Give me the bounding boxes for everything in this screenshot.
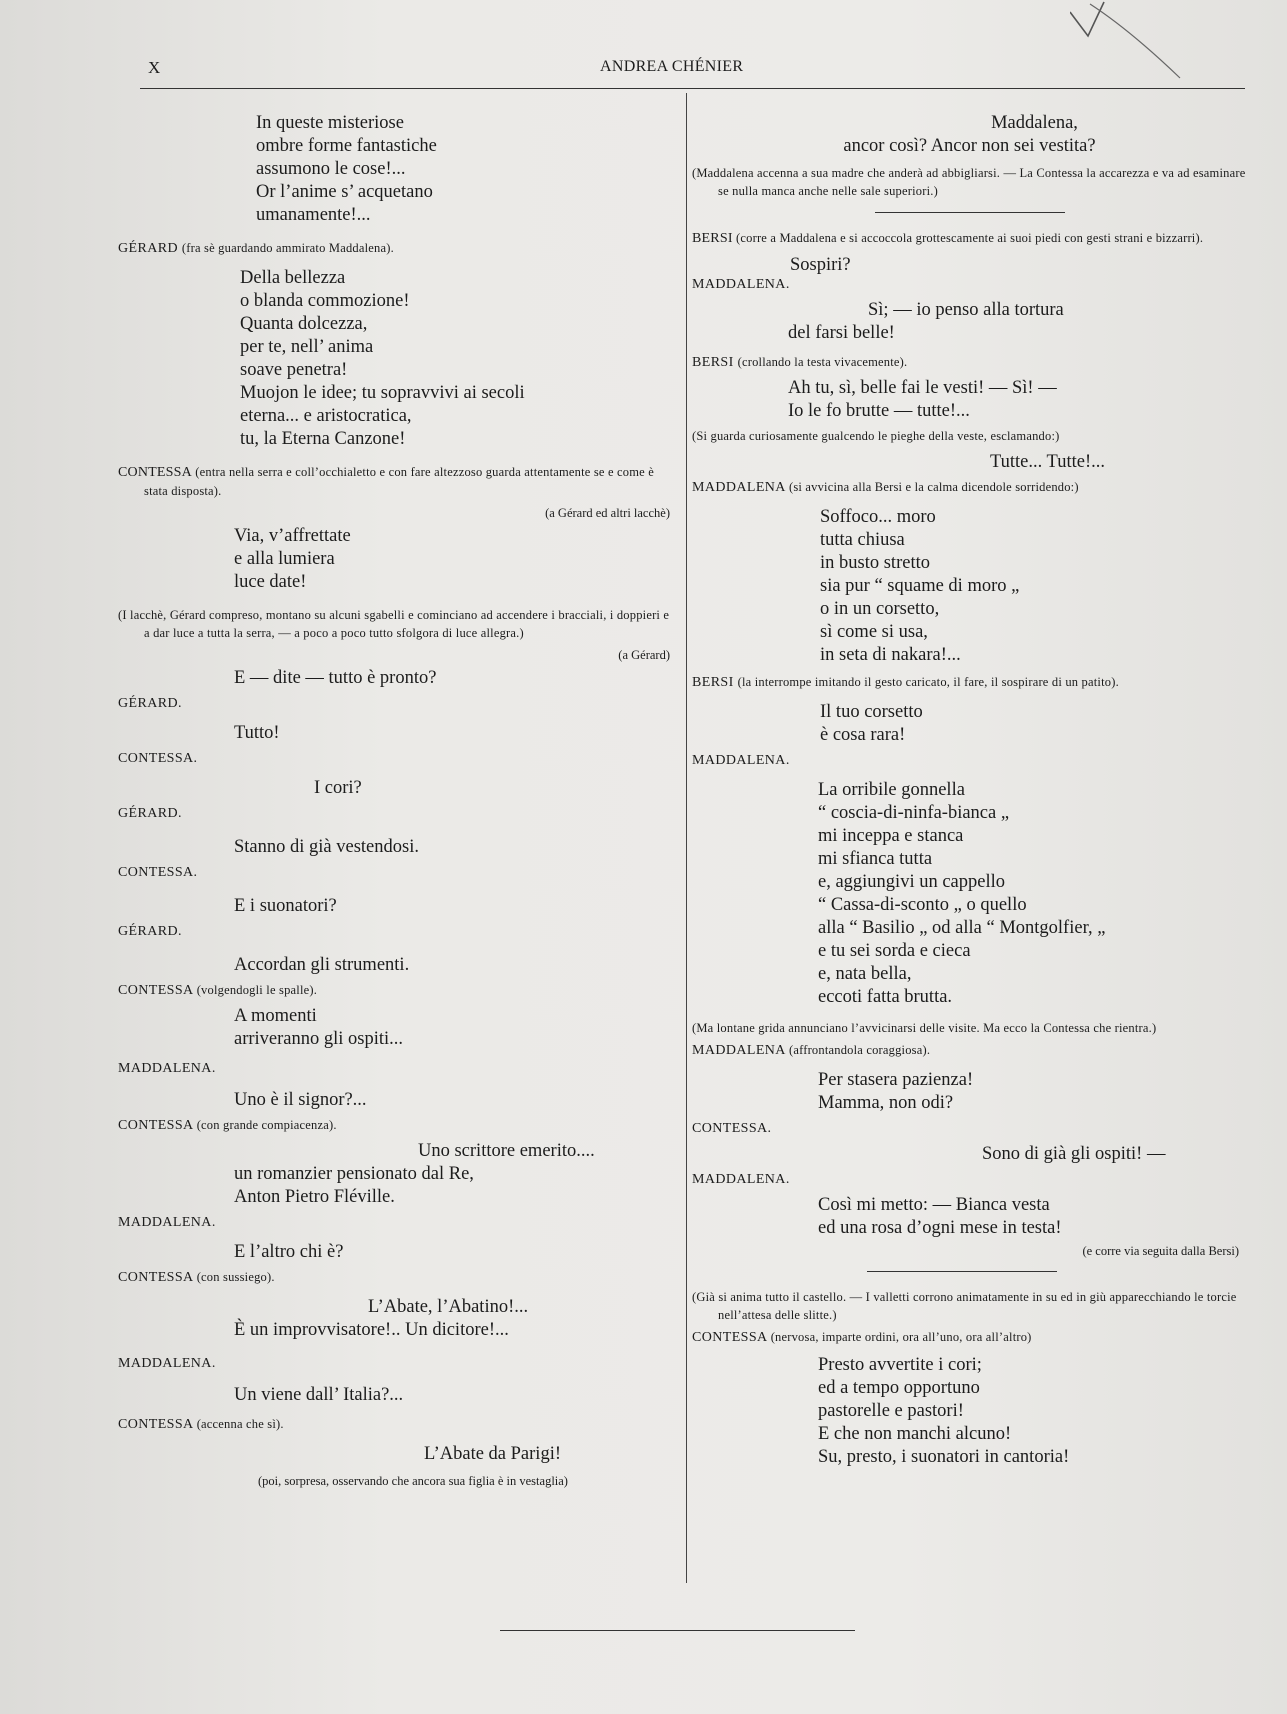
verse-line: sia pur “ squame di moro „ <box>820 576 1020 596</box>
page-number: X <box>148 58 161 77</box>
verse-block <box>692 1069 1247 1115</box>
verse-line: o blanda commozione! <box>240 291 410 311</box>
verse-block <box>692 1354 1247 1469</box>
verse-line: Presto avvertite i cori; <box>818 1355 982 1375</box>
column-divider <box>686 93 687 1583</box>
speaker-line <box>692 355 1247 371</box>
speaker-line <box>692 229 1247 248</box>
section-rule <box>875 212 1065 213</box>
verse-line: eterna... e aristocratica, <box>240 406 412 426</box>
verse-line: tutta chiusa <box>820 530 905 550</box>
speaker-name: CONTESSA <box>118 1270 193 1285</box>
verse-line: e, aggiungivi un cappello <box>818 872 1006 892</box>
stage-direction: (Si guarda curiosamente gualcendo le pieghe della veste, esclamando:) <box>692 429 1060 443</box>
right-column <box>692 112 1247 1469</box>
verse-block <box>692 506 1247 667</box>
stage-direction: (Ma lontane grida annunciano l’avvicinarsi delle visite. Ma ecco la Contessa che rientra.) <box>692 1021 1157 1035</box>
verse-block <box>692 701 1247 747</box>
speaker-name: MADDALENA. <box>692 1172 790 1187</box>
left-column <box>118 112 678 1493</box>
verse-line: Sì; — io penso alla tortura <box>868 300 1064 320</box>
verse-block <box>692 299 1247 345</box>
verse-line: Sono di già gli ospiti! — <box>982 1144 1166 1164</box>
speaker-name: CONTESSA <box>118 1118 193 1133</box>
verse-line: arriveranno gli ospiti... <box>234 1029 404 1049</box>
header-rule <box>140 88 1245 89</box>
speaker-name: CONTESSA <box>118 465 192 480</box>
speaker-line <box>692 1043 1247 1059</box>
speaker-line <box>118 463 678 500</box>
verse-line: Quanta dolcezza, <box>240 314 368 334</box>
verse-line: E che non manchi alcuno! <box>818 1424 1012 1444</box>
speaker-name: GÉRARD. <box>118 696 182 711</box>
speaker-name: MADDALENA. <box>692 277 790 292</box>
verse-line: umanamente!... <box>256 205 371 225</box>
verse-line: Muojon le idee; tu sopravvivi ai secoli <box>240 383 525 403</box>
running-title: ANDREA CHÉNIER <box>600 58 744 75</box>
verse-line: Tutte... Tutte!... <box>990 452 1105 472</box>
speaker-line <box>118 1118 678 1134</box>
verse-block <box>118 895 678 918</box>
speaker-name: MADDALENA <box>692 480 786 495</box>
verse-block <box>692 112 1247 158</box>
stage-direction: (fra sè guardando ammirato Maddalena). <box>181 241 394 255</box>
speaker-name: CONTESSA. <box>692 1121 772 1136</box>
speaker-name: BERSI <box>692 355 734 370</box>
verse-line: e tu sei sorda e cieca <box>818 941 971 961</box>
stage-direction: (e corre via seguita dalla Bersi) <box>1082 1244 1239 1258</box>
verse-block <box>118 836 678 859</box>
speaker-line <box>692 1330 1247 1346</box>
verse-line: in seta di nakara!... <box>820 645 961 665</box>
verse-line: luce date! <box>234 572 307 592</box>
pencil-check-mark <box>1070 0 1190 80</box>
verse-block <box>118 112 678 227</box>
verse-block <box>118 667 678 690</box>
verse-line: “ coscia-di-ninfa-bianca „ <box>818 803 1010 823</box>
speaker-line <box>118 983 678 999</box>
verse-line: Ah tu, sì, belle fai le vesti! — Sì! — <box>788 378 1057 398</box>
verse-line: La orribile gonnella <box>818 780 965 800</box>
verse-line: Per stasera pazienza! <box>818 1070 974 1090</box>
verse-block <box>118 267 678 451</box>
verse-line: ancor così? Ancor non sei vestita? <box>843 136 1096 156</box>
verse-line: mi sfianca tutta <box>818 849 933 869</box>
verse-line: L’Abate, l’Abatino!... <box>368 1297 529 1317</box>
verse-line: è cosa rara! <box>820 725 906 745</box>
verse-line: Anton Pietro Fléville. <box>234 1187 395 1207</box>
stage-direction: (nervosa, imparte ordini, ora all’uno, ora all’altro) <box>770 1330 1032 1344</box>
verse-line: Sospiri? <box>790 255 851 275</box>
speaker-line <box>118 241 678 257</box>
verse-block <box>118 1005 678 1051</box>
stage-direction: (Già si anima tutto il castello. — I valletti corrono animatamente in su ed in giù apparecchiando le torcie nell’attesa delle slitte.) <box>692 1290 1237 1322</box>
speaker-line <box>118 1270 678 1286</box>
speaker-line <box>118 1417 678 1433</box>
verse-line: “ Cassa-di-sconto „ o quello <box>818 895 1027 915</box>
stage-direction: (con sussiego). <box>196 1270 275 1284</box>
stage-direction: (I lacchè, Gérard compreso, montano su alcuni sgabelli e cominciano ad accendere i bracciali, i doppieri e a dar luce a tutta la serra, — a poco a poco tutto sfolgora di luce allegra.) <box>118 608 670 640</box>
speaker-name: CONTESSA <box>118 1417 193 1432</box>
verse-line: Tutto! <box>234 723 280 743</box>
stage-direction: (entra nella serra e coll’occhialetto e con fare altezzoso guarda attentamente se e come è stata disposta). <box>144 465 655 498</box>
verse-line: pastorelle e pastori! <box>818 1401 964 1421</box>
verse-block <box>118 722 678 745</box>
speaker-name: GÉRARD <box>118 241 178 256</box>
verse-line: Così mi metto: — Bianca vesta <box>818 1195 1050 1215</box>
verse-block <box>118 777 678 800</box>
verse-line: ed una rosa d’ogni mese in testa! <box>818 1218 1062 1238</box>
verse-line: Il tuo corsetto <box>820 702 923 722</box>
verse-line: Uno è il signor?... <box>234 1090 367 1110</box>
verse-block <box>118 1140 678 1209</box>
verse-line: Or l’anime s’ acquetano <box>256 182 433 202</box>
verse-line: assumono le cose!... <box>256 159 406 179</box>
section-rule <box>867 1271 1057 1272</box>
verse-line: In queste misteriose <box>256 113 404 133</box>
verse-line: E — dite — tutto è pronto? <box>234 668 437 688</box>
verse-block <box>118 1296 678 1342</box>
speaker-name: MADDALENA. <box>118 1215 216 1230</box>
verse-line: Un viene dall’ Italia?... <box>234 1385 404 1405</box>
verse-line: È un improvvisatore!.. Un dicitore!... <box>234 1320 509 1340</box>
verse-line: eccoti fatta brutta. <box>818 987 953 1007</box>
verse-line: alla “ Basilio „ od alla “ Montgolfier, „ <box>818 918 1106 938</box>
verse-line: e, nata bella, <box>818 964 912 984</box>
verse-line: in busto stretto <box>820 553 930 573</box>
verse-line: soave penetra! <box>240 360 348 380</box>
stage-direction: (volgendogli le spalle). <box>196 983 318 997</box>
footer-rule <box>500 1630 855 1631</box>
verse-block <box>118 1443 678 1466</box>
verse-line: Io le fo brutte — tutte!... <box>788 401 970 421</box>
verse-block <box>118 1241 678 1264</box>
verse-block <box>692 254 1247 277</box>
verse-line: del farsi belle! <box>788 323 895 343</box>
verse-block <box>692 779 1247 1009</box>
verse-line: Mamma, non odi? <box>818 1093 954 1113</box>
verse-line: E i suonatori? <box>234 896 337 916</box>
speaker-name: GÉRARD. <box>118 806 182 821</box>
verse-line: mi inceppa e stanca <box>818 826 964 846</box>
verse-line: o in un corsetto, <box>820 599 940 619</box>
verse-line: Maddalena, <box>991 113 1078 133</box>
speaker-name: CONTESSA <box>118 983 193 998</box>
speaker-line <box>692 675 1247 691</box>
verse-block <box>692 377 1247 423</box>
verse-block <box>118 954 678 977</box>
stage-direction: (crollando la testa vivacemente). <box>737 355 908 369</box>
stage-direction: (la interrompe imitando il gesto caricato, il fare, il sospirare di un patito). <box>737 675 1119 689</box>
stage-direction: (si avvicina alla Bersi e la calma dicendole sorridendo:) <box>788 480 1079 494</box>
verse-line: Stanno di già vestendosi. <box>234 837 419 857</box>
speaker-name: MADDALENA. <box>118 1356 216 1371</box>
verse-block <box>118 525 678 594</box>
stage-direction: (a Gérard ed altri lacchè) <box>545 506 670 520</box>
stage-direction: (a Gérard) <box>618 648 670 662</box>
verse-line: Via, v’affrettate <box>234 526 351 546</box>
verse-line: Uno scrittore emerito.... <box>418 1141 595 1161</box>
verse-line: sì come si usa, <box>820 622 928 642</box>
speaker-name: GÉRARD. <box>118 924 182 939</box>
verse-block <box>692 1143 1247 1166</box>
speaker-line <box>692 480 1247 496</box>
verse-line: I cori? <box>314 778 362 798</box>
speaker-name: CONTESSA. <box>118 751 198 766</box>
stage-direction: (con grande compiacenza). <box>196 1118 337 1132</box>
speaker-name: MADDALENA. <box>118 1061 216 1076</box>
verse-block <box>118 1089 678 1112</box>
verse-line: Soffoco... moro <box>820 507 936 527</box>
verse-line: un romanzier pensionato dal Re, <box>234 1164 474 1184</box>
verse-line: per te, nell’ anima <box>240 337 374 357</box>
verse-line: e alla lumiera <box>234 549 335 569</box>
verse-line: Accordan gli strumenti. <box>234 955 410 975</box>
verse-line: A momenti <box>234 1006 317 1026</box>
speaker-name: BERSI <box>692 675 734 690</box>
verse-line: ombre forme fantastiche <box>256 136 437 156</box>
stage-direction: (corre a Maddalena e si accoccola grottescamente ai suoi piedi con gesti strani e bizzarri). <box>736 231 1204 245</box>
verse-line: Su, presto, i suonatori in cantoria! <box>818 1447 1070 1467</box>
verse-line: Della bellezza <box>240 268 346 288</box>
verse-line: ed a tempo opportuno <box>818 1378 980 1398</box>
stage-direction: (affrontandola coraggiosa). <box>788 1043 931 1057</box>
speaker-name: MADDALENA. <box>692 753 790 768</box>
verse-block <box>118 1384 678 1407</box>
verse-line: E l’altro chi è? <box>234 1242 344 1262</box>
verse-line: L’Abate da Parigi! <box>424 1444 561 1464</box>
speaker-name: BERSI <box>692 231 733 246</box>
stage-direction: (accenna che sì). <box>196 1417 284 1431</box>
verse-block <box>692 1194 1247 1240</box>
stage-direction: (Maddalena accenna a sua madre che anderà ad abbigliarsi. — La Contessa la accarezza e va ad esaminare se nulla manca anche nelle sale superiori.) <box>692 166 1246 198</box>
speaker-name: CONTESSA. <box>118 865 198 880</box>
verse-line: tu, la Eterna Canzone! <box>240 429 406 449</box>
verse-block <box>692 451 1247 474</box>
speaker-name: CONTESSA <box>692 1330 767 1345</box>
stage-direction: (poi, sorpresa, osservando che ancora sua figlia è in vestaglia) <box>258 1474 568 1488</box>
speaker-name: MADDALENA <box>692 1043 786 1058</box>
